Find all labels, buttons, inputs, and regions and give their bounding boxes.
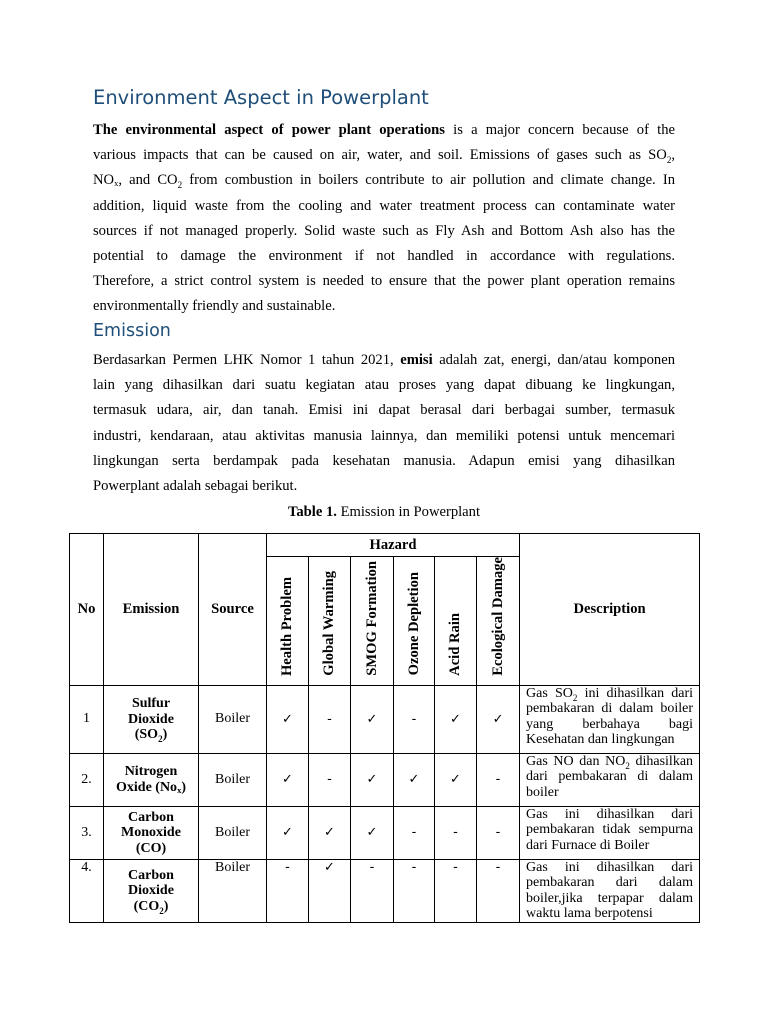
emission-name-line: Dioxide bbox=[128, 711, 174, 727]
formula-text: Oxide (No bbox=[116, 779, 178, 795]
formula-text: ) bbox=[163, 898, 169, 914]
check-mark-health: ✓ bbox=[267, 753, 309, 806]
table-row bbox=[70, 753, 700, 806]
header-hazard-health bbox=[267, 557, 309, 686]
row-source: Boiler bbox=[199, 685, 267, 753]
check-mark-smog: ✓ bbox=[351, 806, 394, 859]
emission-table bbox=[69, 533, 700, 923]
subscript: 2 bbox=[177, 180, 183, 191]
intro-line-4: addition, liquid waste from the cooling and water treatment process can contaminate water bbox=[93, 197, 675, 214]
row-description bbox=[520, 685, 700, 753]
emission-bold-term: emisi bbox=[400, 352, 433, 368]
row-source: Boiler bbox=[199, 753, 267, 806]
emission-text: Berdasarkan Permen LHK Nomor 1 tahun 2021, bbox=[93, 352, 401, 368]
check-mark-smog: ✓ bbox=[351, 753, 394, 806]
row-no: 4. bbox=[70, 859, 104, 922]
check-mark-acid: - bbox=[435, 806, 477, 859]
header-row-1 bbox=[70, 534, 700, 557]
table-row bbox=[70, 806, 700, 859]
check-mark-health: ✓ bbox=[267, 806, 309, 859]
intro-line-5: sources if not managed properly. Solid waste such as Fly Ash and Bottom Ash also has the bbox=[93, 222, 675, 239]
intro-paragraph bbox=[93, 118, 675, 320]
check-mark-ozone: ✓ bbox=[394, 753, 435, 806]
check-mark-warming: ✓ bbox=[309, 859, 351, 922]
subscript: 2 bbox=[159, 905, 164, 916]
check-mark-ecological: ✓ bbox=[477, 685, 520, 753]
check-mark-warming: - bbox=[309, 753, 351, 806]
intro-text: NO bbox=[93, 172, 115, 189]
desc-text: ini dihasilkan dari pembakaran di dalam boiler yang berbahaya bagi Kesehatan dan lingkungan bbox=[526, 685, 694, 748]
hazard-label: SMOG Formation bbox=[363, 561, 380, 676]
intro-text: is a major concern because of the bbox=[444, 122, 675, 138]
section-title: Environment Aspect in Powerplant bbox=[93, 86, 429, 109]
check-mark-health: ✓ bbox=[267, 685, 309, 753]
check-mark-warming: - bbox=[309, 685, 351, 753]
row-emission bbox=[104, 859, 199, 922]
emission-paragraph bbox=[93, 348, 675, 499]
emission-line-1 bbox=[93, 348, 675, 373]
emission-line-6: Powerplant adalah sebagai berikut. bbox=[93, 477, 298, 494]
emission-name-line: Monoxide bbox=[121, 825, 181, 841]
subscript: 2 bbox=[572, 692, 578, 703]
check-mark-acid: ✓ bbox=[435, 753, 477, 806]
header-source: Source bbox=[199, 534, 267, 686]
desc-text: Gas SO bbox=[526, 685, 573, 701]
subscript: x bbox=[177, 784, 182, 795]
hazard-label: Ozone Depletion bbox=[405, 572, 422, 676]
intro-line-6: potential to damage the environment if not handled in accordance with regulations. bbox=[93, 247, 675, 264]
intro-text: , and CO bbox=[118, 172, 178, 189]
table-row bbox=[70, 685, 700, 753]
check-mark-smog: - bbox=[351, 859, 394, 922]
desc-text: dihasilkan dari pembakaran di dalam boiler bbox=[526, 753, 694, 800]
header-hazard-acid bbox=[435, 557, 477, 686]
emission-text: adalah zat, energi, dan/atau komponen bbox=[432, 352, 675, 368]
formula-text: (SO bbox=[134, 727, 159, 743]
emission-line-3: termasuk udara, air, dan tanah. Emisi ini dapat berasal dari berbagai sumber, termasuk bbox=[93, 402, 675, 419]
emission-name-line: Dioxide bbox=[128, 883, 174, 899]
intro-text: , bbox=[671, 147, 675, 164]
subscript: 2 bbox=[625, 760, 630, 771]
row-no: 1 bbox=[70, 685, 104, 753]
emission-line-4: industri, kendaraan, atau aktivitas manusia lainnya, dan memiliki potensi untuk mencemari bbox=[93, 427, 675, 444]
check-mark-warming: ✓ bbox=[309, 806, 351, 859]
check-mark-smog: ✓ bbox=[351, 685, 394, 753]
intro-line-1 bbox=[93, 118, 675, 143]
table-caption bbox=[0, 502, 768, 522]
header-hazard: Hazard bbox=[267, 534, 520, 557]
check-mark-ozone: - bbox=[394, 685, 435, 753]
check-mark-ecological: - bbox=[477, 859, 520, 922]
header-hazard-ozone bbox=[394, 557, 435, 686]
row-description: Gas ini dihasilkan dari pembakaran dari dalam boiler,jika terpapar dalam waktu lama berpotensi bbox=[520, 859, 700, 922]
intro-text: various impacts that can be caused on air, water, and soil. Emissions of gases such as SO bbox=[93, 147, 667, 164]
row-emission bbox=[104, 806, 199, 859]
formula-text: ) bbox=[181, 779, 186, 795]
hazard-label: Global Warming bbox=[321, 571, 337, 676]
emission-line-5: lingkungan serta berdampak pada kesehatan manusia. Adapun emisi yang dihasilkan bbox=[93, 452, 675, 469]
row-description bbox=[520, 753, 700, 806]
caption-text: Emission in Powerplant bbox=[336, 504, 481, 520]
subscript: 2 bbox=[158, 733, 163, 744]
intro-line-8: environmentally friendly and sustainable. bbox=[93, 298, 336, 315]
subscript: 2 bbox=[666, 155, 672, 166]
table-row bbox=[70, 859, 700, 922]
emission-name-line: Carbon bbox=[128, 867, 174, 883]
intro-bold-lead: The environmental aspect of power plant operations bbox=[93, 122, 445, 138]
header-hazard-warming bbox=[309, 557, 351, 686]
hazard-label: Acid Rain bbox=[447, 612, 463, 676]
intro-line-7: Therefore, a strict control system is needed to ensure that the power plant operation remains bbox=[93, 273, 675, 290]
check-mark-ozone: - bbox=[394, 806, 435, 859]
check-mark-ecological: - bbox=[477, 806, 520, 859]
intro-line-3 bbox=[93, 168, 675, 193]
intro-line-2 bbox=[93, 143, 675, 168]
caption-label: Table 1 bbox=[287, 504, 334, 520]
formula-text: (CO bbox=[133, 898, 160, 914]
row-emission bbox=[104, 685, 199, 753]
desc-text: Gas NO dan NO bbox=[526, 753, 626, 769]
hazard-label: Ecological Damage bbox=[489, 557, 506, 676]
emission-line-2: lain yang dihasilkan dari suatu kegiatan atau proses yang dapat dibuang ke lingkungan, bbox=[93, 377, 675, 394]
header-description: Description bbox=[520, 534, 700, 686]
emission-name-line: (CO) bbox=[135, 840, 167, 856]
hazard-label: Health Problem bbox=[279, 576, 295, 676]
check-mark-ozone: - bbox=[394, 859, 435, 922]
row-source: Boiler bbox=[199, 806, 267, 859]
emission-name-line: Sulfur bbox=[131, 696, 171, 712]
subscript: x bbox=[114, 178, 119, 189]
check-mark-acid: ✓ bbox=[435, 685, 477, 753]
subsection-title: Emission bbox=[93, 321, 171, 341]
row-source: Boiler bbox=[199, 859, 267, 922]
check-mark-health: - bbox=[267, 859, 309, 922]
header-hazard-ecological bbox=[477, 557, 520, 686]
check-mark-acid: - bbox=[435, 859, 477, 922]
emission-name-line: Carbon bbox=[128, 809, 174, 825]
check-mark-ecological: - bbox=[477, 753, 520, 806]
row-emission bbox=[104, 753, 199, 806]
header-hazard-smog bbox=[351, 557, 394, 686]
row-description: Gas ini dihasilkan dari pembakaran tidak sempurna dari Furnace di Boiler bbox=[520, 806, 700, 859]
formula-text: ) bbox=[162, 727, 168, 743]
header-no: No bbox=[70, 534, 104, 686]
caption-dot: . bbox=[333, 504, 337, 520]
row-no: 3. bbox=[70, 806, 104, 859]
emission-name-line: Nitrogen bbox=[124, 764, 178, 780]
intro-text: from combustion in boilers contribute to air pollution and climate change. In bbox=[182, 172, 675, 189]
row-no: 2. bbox=[70, 753, 104, 806]
header-emission: Emission bbox=[104, 534, 199, 686]
